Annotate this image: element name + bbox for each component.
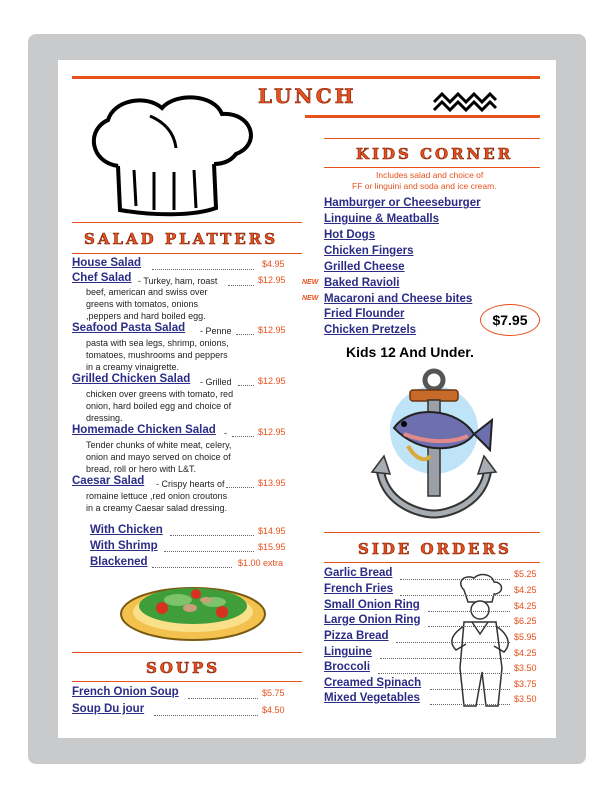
- salad-item-name[interactable]: Homemade Chicken Salad: [72, 424, 216, 436]
- leader-dots: [154, 715, 258, 716]
- side-item-name[interactable]: Linguine: [324, 646, 372, 658]
- side-item-name[interactable]: Creamed Spinach: [324, 677, 422, 689]
- salad-plate-icon: [118, 572, 268, 644]
- side-item-price: $4.25: [514, 585, 537, 595]
- kids-rule-top: [324, 138, 540, 139]
- leader-dots: [152, 269, 254, 270]
- leader-dots: [188, 698, 258, 699]
- addon-with-shrimp[interactable]: With Shrimp: [90, 540, 158, 552]
- salad-item-price: $12.95: [258, 427, 286, 437]
- salad-item-desc-line: romaine lettuce ,red onion croutons: [86, 491, 228, 501]
- kids-item[interactable]: Macaroni and Cheese bites: [324, 293, 473, 305]
- salad-item-price: $4.95: [262, 259, 285, 269]
- leader-dots: [400, 595, 510, 596]
- salad-item-price: $12.95: [258, 325, 286, 335]
- new-badge: NEW: [302, 295, 319, 302]
- leader-dots: [238, 385, 254, 386]
- salad-item-desc-line: chicken over greens with tomato, red: [86, 389, 234, 399]
- sides-heading: SIDE ORDERS: [358, 540, 512, 558]
- salad-item-price: $13.95: [258, 478, 286, 488]
- addon-price: $15.95: [258, 542, 286, 552]
- salad-item-price: $12.95: [258, 275, 286, 285]
- kids-item[interactable]: Grilled Cheese: [324, 261, 405, 273]
- salad-item-desc-line: dressing.: [86, 413, 123, 423]
- leader-dots: [226, 487, 254, 488]
- side-item-price: $6.25: [514, 616, 537, 626]
- leader-dots: [228, 285, 254, 286]
- leader-dots: [236, 334, 254, 335]
- title-rule-bottom: [305, 115, 540, 118]
- kids-note-line2: FF or linguini and soda and ice cream.: [352, 181, 497, 191]
- side-item-name[interactable]: Large Onion Ring: [324, 614, 421, 626]
- soup-item-name[interactable]: French Onion Soup: [72, 686, 179, 698]
- side-item-name[interactable]: Pizza Bread: [324, 630, 389, 642]
- side-item-price: $4.25: [514, 601, 537, 611]
- side-item-price: $3.75: [514, 679, 537, 689]
- salad-item-desc-line: onion, hard boiled egg and choice of: [86, 401, 232, 411]
- salad-item-desc-line: tomatoes, mushrooms and peppers: [86, 350, 228, 360]
- side-item-price: $5.25: [514, 569, 537, 579]
- leader-dots: [428, 611, 510, 612]
- side-item-price: $4.25: [514, 648, 537, 658]
- soups-rule-top: [72, 652, 302, 653]
- salad-item-name[interactable]: Seafood Pasta Salad: [72, 322, 186, 334]
- salad-item-price: $12.95: [258, 376, 286, 386]
- salad-item-desc-line: in a creamy vinaigrette.: [86, 362, 180, 372]
- salad-item-desc-line: bread, roll or hero with L&T.: [86, 464, 197, 474]
- salad-rule-bottom: [72, 253, 302, 254]
- salad-item-name[interactable]: House Salad: [72, 257, 142, 269]
- salad-item-desc-line: ,peppers and hard boiled egg.: [86, 311, 206, 321]
- wave-logo-icon: [432, 92, 498, 112]
- salad-item-desc-line: beef, american and swiss over: [86, 287, 208, 297]
- addon-price: $1.00 extra: [238, 558, 284, 568]
- leader-dots: [170, 535, 254, 536]
- salad-item-desc-line: in a creamy Caesar salad dressing.: [86, 503, 228, 513]
- side-item-name[interactable]: Small Onion Ring: [324, 599, 420, 611]
- soups-rule-bottom: [72, 681, 302, 682]
- salad-item-desc: - Turkey, ham, roast: [138, 276, 218, 286]
- salad-item-desc: -: [224, 428, 227, 438]
- salad-item-desc-line: onion and mayo served on choice of: [86, 452, 231, 462]
- new-badge: NEW: [302, 279, 319, 286]
- leader-dots: [380, 658, 510, 659]
- page-title: LUNCH: [258, 84, 357, 108]
- kids-rule-bottom: [324, 167, 540, 168]
- kids-age-note: Kids 12 And Under.: [346, 344, 474, 360]
- kids-item[interactable]: Hamburger or Cheeseburger: [324, 197, 481, 209]
- kids-item[interactable]: Chicken Fingers: [324, 245, 414, 257]
- soups-heading: SOUPS: [146, 659, 221, 677]
- salad-item-desc-line: pasta with sea legs, shrimp, onions,: [86, 338, 229, 348]
- addon-blackened[interactable]: Blackened: [90, 556, 148, 568]
- addon-price: $14.95: [258, 526, 286, 536]
- salad-item-desc-line: Tender chunks of white meat, celery,: [86, 440, 232, 450]
- leader-dots: [430, 689, 510, 690]
- side-item-name[interactable]: French Fries: [324, 583, 394, 595]
- salad-item-desc: - Grilled: [200, 377, 232, 387]
- chef-hat-icon: [84, 92, 264, 220]
- leader-dots: [400, 579, 510, 580]
- side-item-price: $3.50: [514, 663, 537, 673]
- soup-item-name[interactable]: Soup Du jour: [72, 703, 145, 715]
- kids-item[interactable]: Baked Ravioli: [324, 277, 400, 289]
- addon-with-chicken[interactable]: With Chicken: [90, 524, 163, 536]
- kids-heading: KIDS CORNER: [356, 145, 514, 163]
- salad-heading: SALAD PLATTERS: [84, 230, 279, 248]
- soup-item-price: $5.75: [262, 688, 285, 698]
- salad-item-name[interactable]: Chef Salad: [72, 272, 132, 284]
- kids-item[interactable]: Linguine & Meatballs: [324, 213, 440, 225]
- kids-item[interactable]: Chicken Pretzels: [324, 324, 417, 336]
- leader-dots: [232, 436, 254, 437]
- title-rule-top: [72, 76, 540, 79]
- salad-item-desc: - Penne: [200, 326, 232, 336]
- leader-dots: [430, 704, 510, 705]
- salad-rule-top: [72, 222, 302, 223]
- kids-price-badge: $7.95: [480, 304, 540, 336]
- side-item-name[interactable]: Garlic Bread: [324, 567, 393, 579]
- salad-item-desc: - Crispy hearts of: [156, 479, 225, 489]
- kids-note-line1: Includes salad and choice of: [376, 170, 484, 180]
- leader-dots: [152, 567, 232, 568]
- side-item-name[interactable]: Mixed Vegetables: [324, 692, 420, 704]
- kids-item[interactable]: Hot Dogs: [324, 229, 376, 241]
- sides-rule-top: [324, 532, 540, 533]
- side-item-price: $3.50: [514, 694, 537, 704]
- salad-item-name[interactable]: Caesar Salad: [72, 475, 145, 487]
- salad-item-desc-line: greens with tomatos, onions: [86, 299, 199, 309]
- salad-item-name[interactable]: Grilled Chicken Salad: [72, 373, 191, 385]
- kids-item[interactable]: Fried Flounder: [324, 308, 405, 320]
- soup-item-price: $4.50: [262, 705, 285, 715]
- leader-dots: [396, 642, 510, 643]
- side-item-price: $5.95: [514, 632, 537, 642]
- leader-dots: [378, 673, 510, 674]
- leader-dots: [428, 626, 510, 627]
- side-item-name[interactable]: Broccoli: [324, 661, 371, 673]
- leader-dots: [164, 551, 254, 552]
- sides-rule-bottom: [324, 562, 540, 563]
- anchor-fish-icon: [370, 364, 502, 520]
